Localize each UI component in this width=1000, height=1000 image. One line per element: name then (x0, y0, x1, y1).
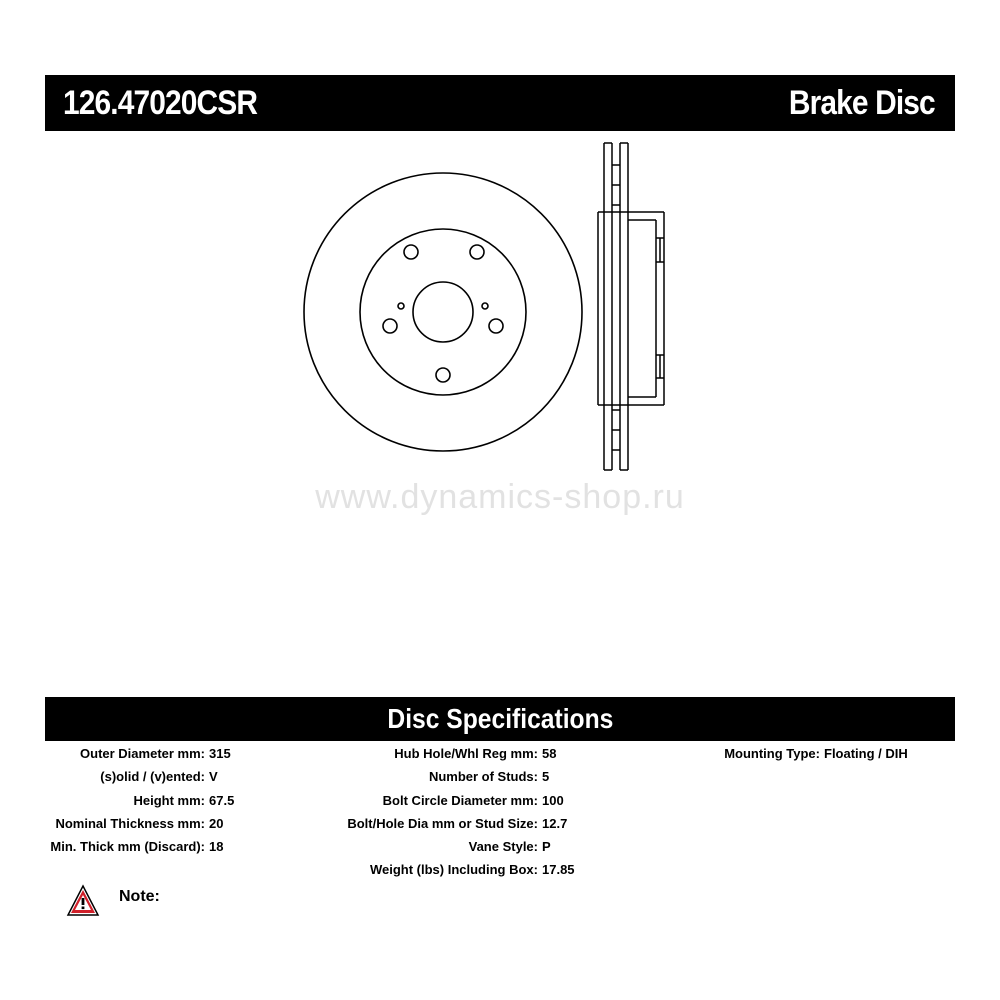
locator-hole (398, 303, 404, 309)
disc-front-view (304, 173, 582, 451)
spec-value: 17.85 (542, 862, 575, 878)
stud-hole (404, 245, 418, 259)
spec-value: 100 (542, 792, 564, 808)
stud-hole (470, 245, 484, 259)
spec-row-hub-hole (300, 744, 575, 767)
hub-center-bore (413, 282, 473, 342)
spec-row-solid-vented (20, 767, 234, 790)
spec-column-2 (300, 744, 575, 884)
spec-value: 315 (209, 746, 231, 761)
spec-value: Floating / DIH (824, 746, 908, 761)
spec-value: 58 (542, 746, 557, 761)
spec-row-outer-diameter (20, 744, 234, 767)
spec-row-number-of-studs (300, 767, 575, 790)
disc-side-section (598, 143, 664, 470)
spec-row-nominal-thickness (20, 814, 234, 837)
specifications-title: Disc Specifications (387, 703, 613, 734)
spec-value: 5 (542, 769, 550, 785)
specifications-bar (45, 697, 955, 741)
spec-column-3 (640, 744, 908, 767)
spec-label: Vane Style: (468, 839, 538, 855)
spec-value: 12.7 (542, 815, 568, 831)
spec-label: Hub Hole/Whl Reg mm: (394, 746, 538, 761)
spec-label: Height mm: (133, 792, 205, 808)
part-number: 126.47020CSR (63, 84, 258, 122)
spec-value: P (542, 839, 551, 855)
spec-row-stud-size (300, 814, 575, 837)
stud-hole (489, 319, 503, 333)
spec-label: Outer Diameter mm: (80, 746, 205, 761)
stud-hole (436, 368, 450, 382)
spec-row-mounting-type (640, 744, 908, 767)
watermark-text: www.dynamics-shop.ru (315, 478, 685, 516)
spec-label: Min. Thick mm (Discard): (50, 839, 205, 855)
spec-label: (s)olid / (v)ented: (100, 769, 205, 785)
spec-value: 20 (209, 815, 224, 831)
stud-hole (383, 319, 397, 333)
spec-value: V (209, 769, 218, 785)
spec-label: Weight (lbs) Including Box: (369, 862, 538, 878)
product-type: Brake Disc (789, 84, 935, 122)
spec-row-weight (300, 860, 575, 883)
spec-row-height (20, 791, 234, 814)
spec-label: Mounting Type: (724, 746, 820, 761)
note-label: Note: (119, 888, 160, 905)
spec-row-vane-style (300, 837, 575, 860)
spec-value: 18 (209, 839, 224, 855)
spec-column-1 (20, 744, 234, 860)
warning-triangle-icon (66, 884, 100, 918)
locator-hole (482, 303, 488, 309)
spec-value: 67.5 (209, 792, 235, 808)
spec-label: Nominal Thickness mm: (55, 815, 205, 831)
disc-hat-edge (360, 229, 526, 395)
spec-row-bolt-circle (300, 791, 575, 814)
spec-row-min-thickness (20, 837, 234, 860)
spec-label: Bolt Circle Diameter mm: (382, 792, 538, 808)
disc-outer-edge (304, 173, 582, 451)
spec-label: Bolt/Hole Dia mm or Stud Size: (347, 815, 538, 831)
spec-label: Number of Studs: (428, 769, 538, 785)
